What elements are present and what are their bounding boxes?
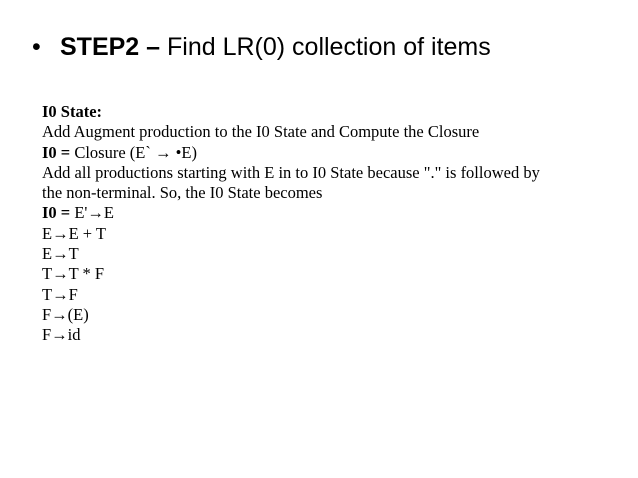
production-item: T→T * F	[42, 264, 105, 284]
production-item: F→id	[42, 325, 81, 345]
production-item: E→E + T	[42, 223, 106, 243]
add-productions-line-1: Add all productions starting with E in to I0 State because "." is followed by	[42, 162, 540, 182]
state-label: I0 =	[42, 203, 71, 223]
heading-step-label: STEP2 –	[60, 33, 161, 61]
production-item: T→F	[42, 284, 78, 304]
bullet-icon: •	[32, 33, 41, 61]
state-value: E'→E	[70, 203, 114, 223]
heading-title: Find LR(0) collection of items	[160, 33, 491, 61]
closure-label: I0 =	[42, 142, 71, 162]
state-title: I0 State:	[42, 102, 103, 121]
production-item: F→(E)	[42, 304, 89, 324]
slide-heading	[32, 30, 491, 64]
closure-definition	[42, 143, 540, 163]
add-productions-line-2: the non-terminal. So, the I0 State becomes	[42, 183, 323, 203]
slide-body	[42, 102, 540, 346]
closure-value: Closure (E` → •E)	[70, 142, 197, 162]
state-definition	[42, 203, 540, 223]
augment-instruction: Add Augment production to the I0 State and Compute the Closure	[42, 122, 480, 142]
production-item: E→T	[42, 244, 79, 264]
